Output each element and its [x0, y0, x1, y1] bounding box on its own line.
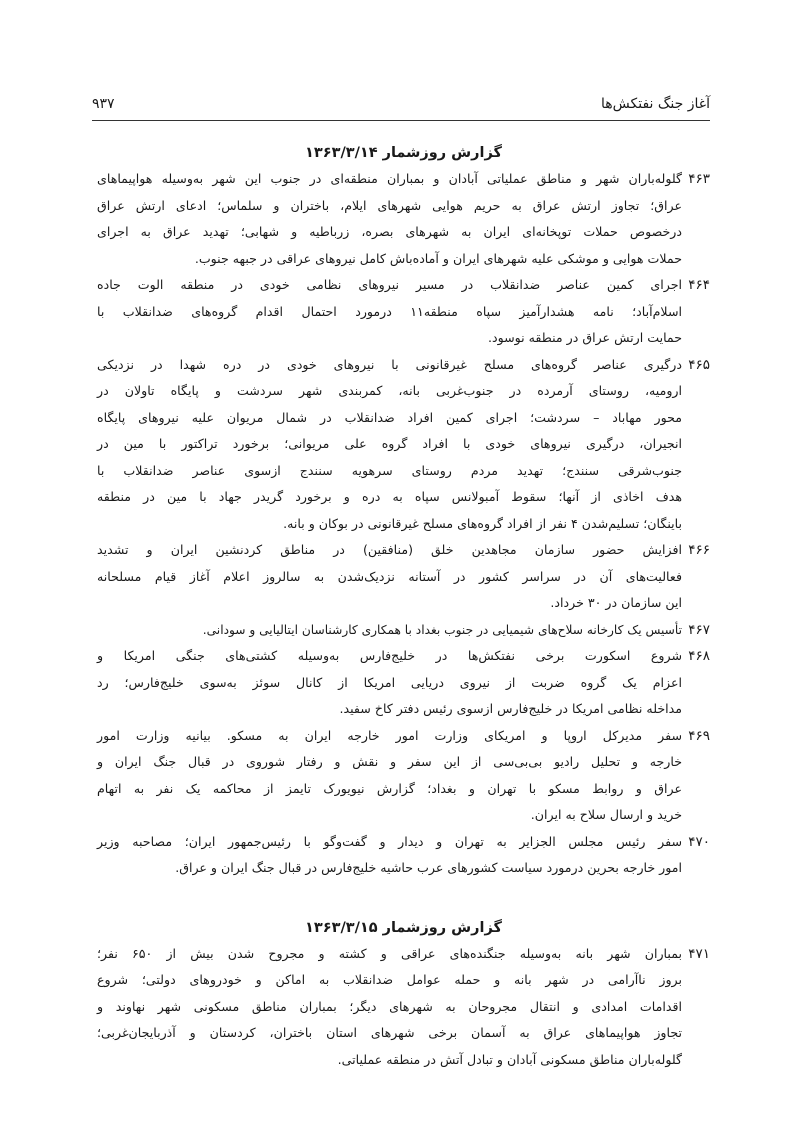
- entry-text-line: خرید و ارسال سلاح به ایران.: [530, 807, 682, 822]
- entry-number: ۴۶۴: [688, 277, 710, 293]
- entry-text-line: بروز ناآرامی در شهر بانه و حمله عوامل ضدانقلاب به اماکن و خودروهای دولتی؛ شروع: [97, 972, 682, 987]
- chronology-entry: [97, 352, 710, 538]
- entry-number: ۴۷۱: [688, 945, 710, 962]
- entry-text-line: اعزام یک گروه ضربت از نیروی دریایی امریکا از کانال سوئز به‌سوی خلیج‌فارس؛ رد: [97, 674, 682, 690]
- entry-text-line: هدف اخاذی از آنها؛ سقوط آمبولانس سپاه به دره و برخورد گریدر جهاد با مین در منطقه: [97, 489, 682, 504]
- entry-number: ۴۶۷: [688, 621, 710, 638]
- entry-text-line: فعالیت‌های آن در سراسر کشور در آستانه نزدیک‌شدن به سالروز اعلام آغاز قیام مسلحانه: [97, 568, 682, 584]
- chronology-entry: [97, 166, 710, 272]
- entry-text-line: بمباران شهر بانه به‌وسیله جنگنده‌های عراقی و کشته و مجروح شدن بیش از ۶۵۰ نفر؛: [97, 945, 682, 961]
- chronology-entry: [97, 941, 710, 1074]
- entry-text-line: سفر مدیرکل اروپا و امریکای وزارت امور خارجه ایران به مسکو. بیانیه وزارت امور: [97, 727, 682, 743]
- entry-text-line: حملات هوایی و موشکی علیه شهرهای ایران و آماده‌باش کامل نیروهای عراقی در جبهه جنوب.: [194, 250, 682, 266]
- entry-text-line: ارومیه، روستای آرمرده در جنوب‌غربی بانه، کمربندی شهر سردشت و پایگاه تاولان در: [97, 383, 682, 398]
- entry-text-line: تأسیس یک کارخانه سلاح‌های شیمیایی در جنوب بغداد با همکاری کارشناسان ایتالیایی و سودانی.: [202, 622, 682, 637]
- entry-text-line: امور خارجه بحرین درمورد سیاست کشورهای عرب حاشیه خلیج‌فارس در قبال جنگ ایران و عراق.: [175, 860, 682, 875]
- entry-text-line: درخصوص حملات توپخانه‌ای ایران به شهرهای بصره، زرباطیه و شهابی؛ تهدید عراق به اجرای: [97, 224, 682, 239]
- entry-text-line: افزایش حضور سازمان مجاهدین خلق (منافقین) در مناطق کردنشین ایران و تشدید: [97, 542, 682, 557]
- chronology-entry: [97, 617, 710, 644]
- entry-text-line: سفر رئیس مجلس الجزایر به تهران و دیدار و گفت‌وگو با رئیس‌جمهور ایران؛ مصاحبه وزیر: [97, 833, 682, 849]
- entry-text-line: این سازمان در ۳۰ خرداد.: [550, 595, 682, 610]
- entry-number: ۴۶۳: [688, 171, 710, 187]
- chapter-title: آغاز جنگ نفتکش‌ها: [601, 96, 710, 112]
- entry-text-line: جنوب‌شرقی سنندج؛ تهدید مردم روستای سرهویه سنندج ازسوی عناصر ضدانقلاب با: [97, 462, 682, 478]
- section-title: گزارش روزشمار ۱۳۶۳/۳/۱۵: [305, 919, 502, 936]
- entry-text-line: انجیران، درگیری نیروهای خودی با افراد گروه علی مریوانی؛ برخورد تراکتور با مین در: [97, 436, 682, 451]
- entry-text-line: گلوله‌باران شهر و مناطق عملیاتی آبادان و بمباران منطقه‌ای در جنوب این شهر به‌وسیله هواپیماهای: [97, 171, 682, 186]
- header-rule: [92, 120, 710, 121]
- entry-text-line: درگیری عناصر گروه‌های مسلح غیرقانونی با نیروهای خودی در دره شهدا در نزدیکی: [97, 356, 682, 372]
- entry-number: ۴۶۸: [688, 648, 710, 664]
- entry-text-line: خارجه و تحلیل رادیو بی‌بی‌سی از این سفر و نقش و رفتار شوروی در قبال جنگ ایران و: [97, 754, 682, 769]
- chronology-entry: [97, 829, 710, 882]
- entry-number: ۴۷۰: [688, 833, 710, 850]
- entry-number: ۴۶۹: [688, 727, 710, 744]
- entry-text-line: باینگان؛ تسلیم‌شدن ۴ نفر از افراد گروه‌های مسلح غیرقانونی در بوکان و بانه.: [283, 515, 682, 531]
- entry-text-line: عراق و روابط مسکو با تهران و بغداد؛ گزارش نیویورک تایمز از محاکمه یک نفر به اتهام: [97, 780, 682, 796]
- entry-text-line: تجاوز هواپیماهای عراق به آسمان برخی شهرهای استان باختران، کردستان و آذربایجان‌غربی؛: [97, 1025, 682, 1040]
- entry-text-line: شروع اسکورت برخی نفتکش‌ها در خلیج‌فارس به‌وسیله کشتی‌های جنگی امریکا و: [97, 648, 682, 663]
- entry-number: ۴۶۵: [688, 356, 710, 373]
- entry-number: ۴۶۶: [688, 542, 710, 558]
- entry-text-line: اقدامات امدادی و انتقال مجروحان به شهرهای دیگر؛ بمباران مناطق مسکونی شهر نهاوند و: [97, 998, 682, 1014]
- chronology-entry: [97, 272, 710, 352]
- chronology-entry: [97, 723, 710, 829]
- chronology-entry: [97, 537, 710, 617]
- entry-text-line: اجرای کمین عناصر ضدانقلاب در مسیر نیروهای نظامی خودی در منطقه الوت جاده: [97, 277, 682, 292]
- document-body: [97, 140, 710, 1073]
- entry-text-line: محور مهاباد – سردشت؛ اجرای کمین افراد ضدانقلاب در شمال مریوان علیه نیروهای پایگاه: [97, 409, 682, 425]
- entry-text-line: مداخله نظامی امریکا در خلیج‌فارس ازسوی رئیس دفتر کاخ سفید.: [339, 701, 682, 716]
- entry-text-line: عراق؛ تجاوز ارتش عراق به حریم هوایی شهرهای ایلام، باختران و سلماس؛ ادعای ارتش عراق: [97, 197, 682, 213]
- chronology-entry: [97, 643, 710, 723]
- section-title: گزارش روزشمار ۱۳۶۳/۳/۱۴: [305, 145, 502, 161]
- entry-text-line: گلوله‌باران مناطق مسکونی آبادان و تبادل آتش در منطقه عملیاتی.: [337, 1051, 682, 1067]
- entry-text-line: اسلام‌آباد؛ نامه هشدارآمیز سپاه منطقه۱۱ درمورد احتمال اقدام گروه‌های ضدانقلاب با: [97, 303, 682, 319]
- page-number: ۹۳۷: [92, 96, 115, 112]
- entry-text-line: حمایت ارتش عراق در منطقه نوسود.: [487, 330, 682, 345]
